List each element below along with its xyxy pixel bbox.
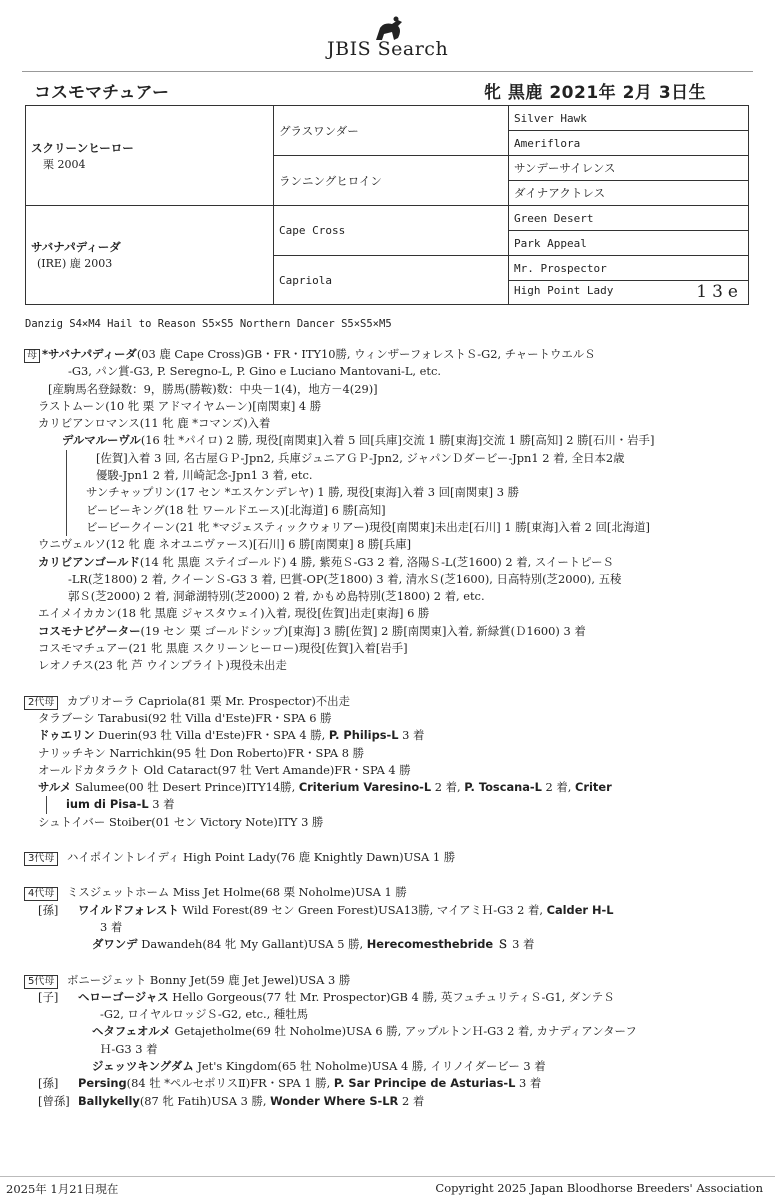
g1-sub1-rest: (16 牡 *パイロ) 2 勝, 現役[南関東]入着 5 回[兵庫]交流 1 勝[東海]交流 1 勝[高知] 2 勝[石川・岩手] — [140, 433, 655, 448]
sire-detail: 栗 2004 — [43, 157, 86, 171]
g1-sub1-cont1: [佐賀]入着 3 回, 名古屋ＧＰ-Jpn2, 兵庫ジュニアＧＰ-Jpn2, ジャパンＤダービー-Jpn1 2 着, 全日本2歳 — [66, 450, 764, 467]
g4-foal-2-name[interactable]: ダワンデ — [92, 937, 138, 952]
g1-foal-3[interactable]: ウニヴェルソ(12 牝 鹿 ネオユニヴァース)[石川] 6 勝[南関東] 8 勝[兵庫] — [38, 537, 412, 552]
g1-sub1-cont2: 優駿-Jpn1 2 着, 川崎記念-Jpn1 3 着, etc. — [66, 467, 764, 484]
g1-cont: -G3, パン賞-G3, P. Seregno-L, P. Gino e Luciano Mantovani-L, etc. — [68, 364, 441, 379]
g2-foal-5-race3: Criter — [575, 780, 612, 795]
sire-sire: グラスワンダー — [274, 106, 509, 156]
g5-foal-4-name[interactable]: Persing — [78, 1076, 127, 1091]
g1-foal-6-name[interactable]: コスモナビゲーター — [38, 623, 141, 638]
g5-foal-1-rest: Hello Gorgeous(77 牡 Mr. Prospector)GB 4 勝, 英フュチュリティＳ-G1, ダンテＳ — [168, 989, 615, 1004]
g5-foal-2 — [24, 1023, 764, 1040]
g2-foal-2-race: P. Philips-L — [328, 728, 399, 743]
spacer — [24, 954, 764, 972]
g4-foal-1-race: Calder H-L — [546, 902, 614, 917]
g5-label-3: [曾孫] — [38, 1093, 70, 1108]
g5-foal-2-rest: Getajetholme(69 牡 Noholme)USA 6 勝, アップルトンＨ-G3 2 着, カナディアンターフ — [170, 1024, 637, 1039]
sire-cell — [26, 106, 274, 206]
g4-foal-1-cont: 3 着 — [100, 919, 123, 934]
g4-foal-2 — [24, 936, 764, 953]
logo-text: JBIS Search — [327, 38, 449, 60]
g4-foal-1 — [24, 902, 764, 919]
g4-header — [24, 884, 764, 901]
g2-foal-2-end: 3 着 — [398, 728, 425, 743]
dam-dam: Capriola — [274, 256, 509, 305]
g5-foal-5-name[interactable]: Ballykelly — [78, 1093, 140, 1108]
g2-foal-6[interactable]: シュトイバー Stoiber(01 セン Victory Note)ITY 3 勝 — [38, 814, 324, 829]
g5-foal-1-name[interactable]: ヘローゴージャス — [78, 989, 169, 1004]
g2-tag: 2代母 — [24, 696, 58, 710]
g1-foal-4-cont1: -LR(芝1800) 2 着, クイーンＳ-G3 3 着, 巴賞-OP(芝1800) 3 着, 清水Ｓ(芝1600), 日高特別(芝2000), 五稜 — [68, 571, 622, 586]
dds-cell: Mr. Prospector — [509, 256, 749, 281]
g4-tag: 4代母 — [24, 887, 58, 901]
g1-rest: (03 鹿 Cape Cross)GB・FR・ITY10勝, ウィンザーフォレストＳ-G2, チャートウエルＳ — [136, 347, 596, 361]
g2-foal-2-name[interactable]: ドゥエリン — [38, 728, 95, 743]
g1-name[interactable]: *サバナパディーダ — [42, 347, 137, 361]
jbis-logo[interactable] — [0, 8, 775, 58]
ddd-cell — [509, 281, 749, 305]
footer-divider — [0, 1176, 775, 1177]
spacer — [24, 675, 764, 693]
g1-header — [24, 346, 764, 363]
g2-foal-5-race3-cont: ium di Pisa-L — [66, 797, 149, 812]
g2-foal-2-rest: Duerin(93 牡 Villa d'Este)FR・SPA 4 勝, — [94, 728, 329, 743]
g2-foal-5-cont — [46, 796, 764, 813]
g5-foal-4-end: 3 着 — [515, 1076, 542, 1091]
dss-cell: Green Desert — [509, 206, 749, 231]
g5-foal-5-race: Wonder Where S-LR — [270, 1093, 399, 1108]
g5-foal-1 — [24, 989, 764, 1006]
footer-copyright: Copyright 2025 Japan Bloodhorse Breeders' Association — [435, 1181, 763, 1195]
g1-sub2[interactable]: サンチャップリン(17 セン *エスケンデレヤ) 1 勝, 現役[東海]入着 3 回[南関東] 3 勝 — [66, 484, 764, 501]
g2-foal-5-rest: Salumee(00 牡 Desert Prince)ITY14勝, — [71, 780, 299, 795]
dam-cell — [26, 206, 274, 305]
g2-foal-3[interactable]: ナリッチキン Narrichkin(95 牡 Don Roberto)FR・SPA 8 勝 — [38, 745, 364, 760]
g5-header — [24, 972, 764, 989]
ddd-name: High Point Lady — [514, 283, 614, 297]
header-divider — [22, 71, 753, 72]
ssd-cell: Ameriflora — [509, 131, 749, 156]
g2-foal-4[interactable]: オールドカタラクト Old Cataract(97 牡 Vert Amande)FR・SPA 4 勝 — [38, 762, 411, 777]
sdd-cell: ダイナアクトレス — [509, 181, 749, 206]
pedigree-table — [25, 105, 749, 305]
g5-foal-3-rest: Jet's Kingdom(65 牡 Noholme)USA 4 勝, イリノイダービー 3 着 — [193, 1058, 546, 1073]
g2-foal-5-cont-end: 3 着 — [148, 797, 175, 812]
sss-cell: Silver Hawk — [509, 106, 749, 131]
g5-foal-4-rest: (84 牡 *ペルセポリスⅡ)FR・SPA 1 勝, — [126, 1076, 334, 1091]
g1-foal-2[interactable]: カリビアンロマンス(11 牝 鹿 *コマンズ)入着 — [38, 416, 271, 431]
g2-foal-5-mid2: 2 着, — [541, 780, 576, 795]
g5-foal-3-name[interactable]: ジェッツキングダム — [92, 1058, 194, 1073]
g5-foal-5 — [24, 1093, 764, 1110]
g2-head[interactable]: カプリオーラ Capriola(81 栗 Mr. Prospector)不出走 — [67, 693, 350, 708]
dam-name: サバナパディーダ — [31, 240, 121, 254]
g3-head[interactable]: ハイポイントレイディ High Point Lady(76 鹿 Knightly Dawn)USA 1 勝 — [67, 850, 456, 865]
sire-dam: ランニングヒロイン — [274, 156, 509, 206]
g1-sub1-name[interactable]: デルマルーヴル — [62, 433, 141, 448]
g2-foal-2 — [24, 727, 764, 744]
footer-date: 2025年 1月21日現在 — [6, 1182, 119, 1196]
g1-foal-4-cont2: 郭Ｓ(芝2000) 2 着, 洞爺湖特別(芝2000) 2 着, かもめ島特別(芝1800) 2 着, etc. — [68, 589, 485, 604]
spacer — [24, 831, 764, 849]
g1-foal-6 — [24, 623, 764, 640]
sire-name: スクリーンヒーロー — [31, 140, 134, 155]
g5-foal-4-race: P. Sar Principe de Asturias-L — [333, 1076, 516, 1091]
horse-name: コスモマチュアー — [34, 83, 169, 103]
g5-head[interactable]: ボニージェット Bonny Jet(59 鹿 Jet Jewel)USA 3 勝 — [67, 972, 351, 987]
g1-foal-4-rest: (14 牝 黒鹿 ステイゴールド) 4 勝, 紫苑Ｓ-G3 2 着, 洛陽Ｓ-L(芝1600) 2 着, スイートピーＳ — [139, 554, 614, 569]
g1-foal-4 — [24, 554, 764, 571]
g1-foal-8[interactable]: レオノチス(23 牝 芦 ウインブライト)現役未出走 — [38, 658, 287, 673]
dsd-cell: Park Appeal — [509, 231, 749, 256]
g1-sub1 — [24, 432, 764, 449]
g4-foal-2-end: 3 着 — [508, 937, 535, 952]
g5-foal-3 — [24, 1058, 764, 1075]
g4-head[interactable]: ミスジェットホーム Miss Jet Holme(68 栗 Noholme)USA 1 勝 — [67, 885, 407, 900]
g5-foal-5-rest: (87 牝 Fatih)USA 3 勝, — [139, 1093, 271, 1108]
g1-foal-4-name[interactable]: カリビアンゴールド — [38, 554, 140, 569]
g2-foal-1[interactable]: タラブーシ Tarabusi(92 牡 Villa d'Este)FR・SPA 6 勝 — [38, 710, 332, 725]
g1-foal-6-rest: (19 セン 栗 ゴールドシップ)[東海] 3 勝[佐賀] 2 勝[南関東]入着, 新緑賞(Ｄ1600) 3 着 — [140, 623, 586, 638]
family-number: 13e — [696, 281, 743, 302]
dam-sire: Cape Cross — [274, 206, 509, 256]
spacer — [24, 866, 764, 884]
dam-detail: (IRE) 鹿 2003 — [37, 257, 113, 270]
family-section — [24, 346, 764, 1110]
g5-foal-2-cont: Ｈ-G3 3 着 — [100, 1041, 158, 1056]
inbreeding-crosses: Danzig S4×M4 Hail to Reason S5×S5 Northern Dancer S5×S5×M5 — [25, 318, 392, 330]
g3-tag: 3代母 — [24, 852, 58, 866]
g5-foal-4 — [24, 1075, 764, 1092]
g4-foal-1-rest: Wild Forest(89 セン Green Forest)USA13勝, マイアミＨ-G3 2 着, — [178, 902, 547, 917]
g4-foal-2-rest: Dawandeh(84 牝 My Gallant)USA 5 勝, — [137, 937, 367, 952]
g1-sub4[interactable]: ビービークイーン(21 牝 *マジェスティックウォリアー)現役[南関東]未出走[石川] 1 勝[東海]入着 2 回[北海道] — [66, 519, 764, 536]
g1-sub3[interactable]: ビービーキング(18 牡 ワールドエース)[北海道] 6 勝[高知] — [66, 502, 764, 519]
g5-tag: 5代母 — [24, 975, 58, 989]
g1-foal-7[interactable]: コスモマチュアー(21 牝 黒鹿 スクリーンヒーロー)現役[佐賀]入着[岩手] — [38, 641, 408, 656]
sds-cell: サンデーサイレンス — [509, 156, 749, 181]
g2-foal-5-mid: 2 着, — [431, 780, 465, 795]
g5-foal-2-name[interactable]: ヘタフェオルメ — [92, 1024, 171, 1039]
g5-foal-5-end: 2 着 — [398, 1093, 425, 1108]
g4-foal-2-race: Herecomesthebride Ｓ — [366, 937, 509, 952]
g1-foal-1[interactable]: ラストムーン(10 牝 栗 アドマイヤムーン)[南関東] 4 勝 — [38, 398, 322, 413]
g3-header — [24, 849, 764, 866]
g5-label-2: [孫] — [38, 1076, 59, 1091]
g5-label-1: [子] — [38, 989, 59, 1004]
g1-tag: 母 — [24, 349, 40, 363]
g2-header — [24, 693, 764, 710]
g2-foal-5 — [24, 779, 764, 796]
g1-stats: [産駒馬名登録数：9，勝馬(勝鞍)数：中央－1(4)，地方－4(29)] — [48, 381, 378, 396]
g4-foal-1-name[interactable]: ワイルドフォレスト — [78, 902, 179, 917]
g1-foal-5[interactable]: エイメイカカン(18 牝 黒鹿 ジャスタウェイ)入着, 現役[佐賀]出走[東海] 6 勝 — [38, 606, 430, 621]
horse-info: 牝 黒鹿 2021年 2月 3日生 — [484, 83, 707, 103]
g2-foal-5-race1: Criterium Varesino-L — [298, 780, 432, 795]
g2-foal-5-race2: P. Toscana-L — [464, 780, 542, 795]
g2-foal-5-name[interactable]: サルメ — [38, 780, 72, 795]
g4-label: [孫] — [38, 902, 59, 917]
g5-foal-1-cont: -G2, ロイヤルロッジＳ-G2, etc., 種牡馬 — [100, 1007, 309, 1022]
